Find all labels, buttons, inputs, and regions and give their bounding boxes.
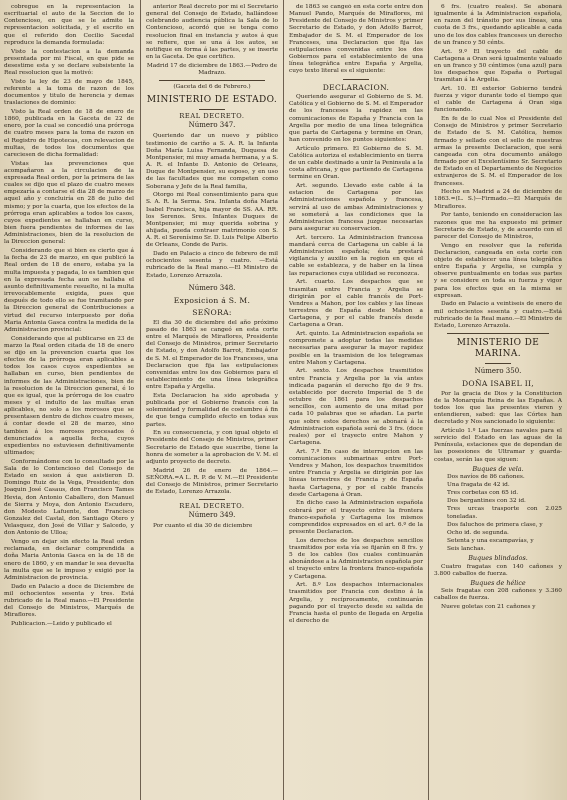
paragraph: Art. 7.º En caso de interrupcion en las comunicaciones submarinas entre Port-Vendres y Mahon, los despachos trasmitidos entre Francia y Argelia se dirigirán por las líneas terrestres de Francia y de España hasta Cartagena, y por el cable francés desde Cartagena á Oran. xyxy=(289,448,423,498)
column-rule xyxy=(283,0,284,800)
list-item: Nueve goletas con 21 cañones y xyxy=(441,603,536,610)
paragraph: cobregue en la representacion la escrituarial el auto de la Seccion de lo Contencioso, en que se le admite la representacion solicitada, y el escrito en que el referido don Cecilio Sacedal reproduce la demanda formulada: xyxy=(4,4,134,46)
paragraph: Por cuanto el dia 30 de diciembre xyxy=(153,523,253,530)
decree-title: REAL DECRETO. xyxy=(179,502,245,511)
paragraph: Dado en Palacio a cinco de febrero de mil ochocientos sesenta y cuatro. —Está rubricado de la Real mano.—El Ministro de Estado, Lorenzo Arrazola. xyxy=(146,251,278,279)
subsection-title: Buques de vela. xyxy=(472,464,524,473)
section-title: Exposicion á S. M. xyxy=(173,295,251,305)
decree-title: REAL DECRETO. xyxy=(179,112,245,121)
divider xyxy=(159,80,265,81)
declaration-heading: DECLARACION. xyxy=(322,82,390,92)
list-item: Setenta y una escampavías, y xyxy=(447,538,534,545)
paragraph: Publicacion.—Leido y publicado el xyxy=(11,621,112,628)
paragraph: En dicho caso la Administracion española cobrará por el trayecto entre la frontera franco-española y Cartagena los mismos comprendidos expresados en el art. 6.º de la presente Declaracion. xyxy=(289,500,423,536)
paragraph: Dado en Palacio a doce de Diciembre de mil ochocientos sesenta y tres. Está rubricado de la Real mano.—El Presidente del Consejo de Ministros, Marqués de Miraflores. xyxy=(4,583,134,619)
column-rule xyxy=(140,0,141,800)
list-item: Tres urcas trasporte con 2.025 toneladas. xyxy=(447,506,562,520)
list-item: Seis fragatas con 208 cañones y 3.360 caballos de fuerza. xyxy=(434,588,562,602)
list-item: Tres corbetas con 65 id. xyxy=(447,490,519,497)
fleet-list xyxy=(434,474,562,554)
paragraph: Art. quinto. La Administracion española se compromete a adoptar todas las medidas necesarias para asegurar la mayor rapidez posible en la trasmision de los telegramas entre Mahon y Cartagena. xyxy=(289,331,423,366)
paragraph: Visto la ley de 23 de mayo de 1845, referente a la toma de razon de los documentos y titulo de herencia y demas traslaciones de dominio: xyxy=(4,78,134,107)
paragraph: Vengo en resolver que la referida Declaracion, cangeada en esta corte con objeto de establecer una línea telegráfica entre España y Argelia, se cumpla y observe puntualmente en todas sus partes y se considere en toda su fuerza y vigor para los efectos que en la misma se expresan. xyxy=(434,242,562,299)
paragraph: Hecho en Madrid a 24 de diciembre de 1863.=(L. S.)—Firmado.—El Marqués de Miraflores. xyxy=(434,189,562,210)
list-item: Seis lanchas. xyxy=(447,546,486,553)
paragraph: Art. cuarto. Los despachos que se trasmitan entre Francia y Argelia se dirigirán por el cable francés de Port-Vendres a Mahon, por los cables y las líneas terrestres de España desde Mahon a Cartagena, y por el cable francés desde Cartagena a Oran. xyxy=(289,279,423,329)
paragraph: Artículo 1.º Las fuerzas navales para el servicio del Estado en las aguas de la Península, estaciones que de dependan de las posesiones de Ultramar y guarda-costas, serán las que siguen: xyxy=(434,427,562,463)
paragraph: Artículo primero. El Gobierno de S. M. Católica autoriza el establecimiento en tierra de un cable destinado a unir la Peninsula a la costa africana, y que partiendo de Cartagena termine en Oran. xyxy=(289,145,423,181)
list-item: Cuatro fragatas con 140 cañones y 3.800 caballos de fuerza. xyxy=(434,563,562,577)
paragraph: Considerando que si bien es cierto que á la fecha de 23 de marzo, en que publicó la Real orden de 18 de enero, estaba ya la multa impuesta y pagada, lo es tambien que en la expresada fecha aun se hallaba el asunto definitivamente resuelto, ni la multa irrevocablemente exigida, pues que después de todo ello se fue tramitando por la Direccion general de Contribuciones a virtud del recurso interpuesto por doña Maria Antonia Gasca contra la medida de la Administracion provincial: xyxy=(4,248,134,333)
divider xyxy=(199,109,225,110)
paragraph: En fe de lo cual Nos el Presidente del Consejo de Ministros y primer Secretario de Estado de S. M. Católica, hemos firmado y sellado con el sello de nuestras armas la presente Declaracion, que será cangeada con otra documento análogo firmado por el Excelentísimo Sr. Secretario de Estado en el Departamento de Negocios extranjeros de S. M. el Emperador de los franceses. xyxy=(434,116,562,187)
list-item: Ocho id. de segunda. xyxy=(447,529,509,536)
subsection-title: Buques blindados. xyxy=(468,554,528,563)
column-1 xyxy=(4,4,134,798)
paragraph: Art. tercero. La Administracion francesa mandará cerca de Cartagena un cable á la Administracion española; ésta prestará vigilancia y auxilio en la region en que el cable se establezca, y de haber en la línea las reparaciones cuya utilidad se reconozca. xyxy=(289,234,423,277)
column-4 xyxy=(434,4,562,798)
divider xyxy=(343,79,369,80)
divider xyxy=(447,333,549,334)
paragraph: anterior Real decreto por mí el Secretario general del Consejo de Estado, hallándose celebrando audiencia pública la Sala de lo Contencioso, acordó que se tenga como resolucion final en instancia y autos á que se refiere, que se una á los autos, se notifique en forma á las partes, y se inserte en la Gaceta. De que certifico. xyxy=(146,4,278,61)
decree-number: Número 349. xyxy=(188,511,236,520)
list-item: Dos bergantines con 32 id. xyxy=(447,498,526,505)
paragraph: Dado en Palacio a veintiseis de enero de mil ochocientos sesenta y cuatro.—Está rubricado de la Real mano.—El Ministro de Estado, Lorenzo Arrazola. xyxy=(434,301,562,329)
subsection-title: Buques de hélice xyxy=(470,578,526,587)
paragraph: Considerando que al publicarse en 23 de marzo la Real orden citada de 18 de enero se dijo en la prevencion cuarta que los efectos de la prórroga eran aplicables a todos los casos cuyos expedientes se hallaban en curso, bien pendientes de informes de las Administraciones, bien de la resolucion de la Direccion general, é lo que es igual, que la prórroga de los cuatro meses y el indulto de las multas eran aplicables, no solo a los morosos que se presentasen dentro de dichos cuatro meses, á contar desde el 28 de marzo, sino tambien á los morosos procesados ó denunciados a aquella fecha, cuyos expedientes no estuviesen definitivamente ultimados; xyxy=(4,335,134,457)
decree-number: Número 347. xyxy=(188,121,236,130)
paragraph: Art. 9.º El trayecto del cable de Cartagena a Oran será igualmente valuado en un franco y 50 céntimos (una azul) para los despachos que España o Portugal trasmitan á la Argelia. xyxy=(434,48,562,84)
column-2 xyxy=(146,4,278,798)
paragraph: Vistas las prevenciones que acompañaron a la circulacion de la expresada Real orden, por la primera de las cuales se dijo que el plazo de cuatro meses empezaría a contarse el dia 28 de marzo de aquel año y concluiría en 28 de julio del mismo; y por la cuarta, que los efectos de la prórroga eran aplicables a todos los casos, cuyos expedientes se hallaban en curso, bien fuera pendientes de informes de las Administraciones, bien de la resolucion de la Direccion general: xyxy=(4,160,134,246)
paragraph: Conformándome con lo consultado por la Sala de lo Contencioso del Consejo de Estado en sesion á que asistieron D. Domingo Ruiz de la Vega, Presidente; don Joaquin José Casaus, don Francisco Tames Hevia, don Antonio Caballero, don Manuel de Sierra y Moya, don Antonio Escudero, don Modesto Lafuente, don Francisco Gonzalez del Castal, don Santiago Otero y Velasquez, don José de Villar y Salcedo, y don Antonio de Ulloa; xyxy=(4,458,134,537)
paragraph: Los derechos de los despachos sencillos trasmitidos por esta vía se fijarán en 8 frs. y 5 de los cables (los cuales continuarán abonándose a la Administracion española por el trayecto entre la frontera franco-española y Cartagena. xyxy=(289,537,423,580)
ministry-heading: MINISTERIO DE ESTADO. xyxy=(146,95,278,106)
paragraph: Art. segundo. Llevado este cable á la estacion de Cartagena por las Administraciones española y francesa, servirá al uso de ambas Administraciones y se someterá a las condiciones que la Administracion francesa juzgue necesarias para asegurar su conservacion. xyxy=(289,183,423,233)
list-item: Dos faluchos de primera clase, y xyxy=(447,521,543,528)
paragraph: Queriendo asegurar el Gobierno de S. M. Católica y el Gobierno de S. M. el Emperador de los franceses la rapidez en las comunicaciones de España y Francia con la Argelia por medio de una línea telegráfica que parta de Cartagena y termine en Oran, han convenido en los puntos siguientes: xyxy=(289,94,423,143)
paragraph: de 1863 se cangeó en esta corte entre don Manuel Pando, Marqués de Miraflores, mi Presidente del Consejo de Ministros y primer Secretario de Estado, y don Adolfo Barrot, Embajador de S. M. el Emperador de los Franceses, una Declaracion que fija las estipulaciones convenidas entre los dos Gobiernos para el establecimiento de una línea telegráfica entre España y Argelia, cuyo texto literal es el siguiente: xyxy=(289,4,423,75)
column-3 xyxy=(289,4,423,798)
salutation: SEÑORA: xyxy=(192,308,232,318)
divider xyxy=(199,499,225,500)
decree-number: Número 350. xyxy=(474,367,522,376)
paragraph: Art. sexto. Los despachos trasmitidos entre Francia y Argelia por la vía antes indicada pagarán el derecho fijo de 9 frs. establecido por decreto Imperial de 5 de octubre de 1861 para los despachos sencillos, con aumento de una mitad por cada 10 palabras que se añadan. La parte que sobre estos derechos se abonará á la Administracion española será de 3 frs. (doce reales) por el trayecto entre Mahon y Cartagena. xyxy=(289,368,423,446)
queen-heading: DOÑA ISABEL II, xyxy=(461,379,535,389)
paragraph: Art. 10. El exterior Gobierno tendrá fuerza y vigor durante todo el tiempo que el cable de Cartagena á Oran siga funcionando. xyxy=(434,85,562,114)
gaceta-note: (Gaceta del 6 de Febrero.) xyxy=(173,84,251,91)
paragraph: Queriendo dar un nuevo y público testimonio de cariño a S. A. R. la Infanta Doña María Luisa Fernanda, Duquesa de Montpensier, mi muy amada hermana, y a S. A. R. el Infante D. Antonio de Orleans, Duque de Montpensier, su esposo, y en uso de las facultades que me competen como Soberana y Jefe de la Real familia, xyxy=(146,133,278,190)
paragraph: Art. 8.º Los despachos internacionales trasmitidos por Francia con destino á la Argelia, y recíprocamente, continuarán pagando por el trayecto desde su salida de Francia hasta el punto de llegada en Argelia el derecho de xyxy=(289,582,423,625)
paragraph: Visto la contestacion a la demanda presentada por mi Fiscal, en que pide se desestime esta y se declare subsistente la Real resolucion que la motivó: xyxy=(4,48,134,76)
paragraph: Esta Declaracion ha sido aprobada y publicada por el Gobierno francés con la solemnidad y formalidad de costumbre á fin de que tenga cumplido efecto en todas sus partes. xyxy=(146,392,278,428)
paragraph: Por tanto, teniendo en consideracion las razones que me ha expuesto mi primer Secretario de Estado, y de acuerdo con el parecer del Consejo de Ministros, xyxy=(434,212,562,240)
paragraph: Por la gracia de Dios y la Constitucion de la Monarquía Reina de las Españas. A todos los que las presentes vieren y entendieren, sabed: que las Córtes han decretado y Nos sancionado lo siguiente: xyxy=(434,390,562,426)
ministry-heading: MINISTERIO DE MARINA. xyxy=(456,338,540,360)
paragraph: Visto la Real orden de 18 de enero de 1860, publicada en la Gaceta de 22 de enero, por la cual se concedió una prórroga de cuatro meses para la toma de razon en el Registro de Hipotecas, con relevacion de multas, de todos los documentos que careciesen de dicha formalidad: xyxy=(4,108,134,158)
paragraph: 6 frs. (cuatro reales). Se abonará igualmente á la Administracion española, en razon del tránsito por sus líneas, una cuota de 3 frs., quedando aplicable a cada uno de los dos cables franceses un derecho de un franco y 50 cénts. xyxy=(434,4,562,46)
list-item: Dos navíos de 86 cañones. xyxy=(447,473,525,480)
paragraph: Vengo en dejar sin efecto la Real orden reclamada, en declarar comprendida a doña Maria Antonia Gasca en la de 18 de enero de 1860, y en mandar le sea devuelta la multa que se le impuso y exigió por la Administracion de provincia. xyxy=(4,539,134,581)
paragraph: El dia 30 de diciembre del año próximo pasado de 1863 se cangeó en esta corte entre el Marqués de Miraflores, Presidente del Consejo de Ministros, primer Secretario de Estado, y don Adolfo Barrot, Embajador de S. M. el Emperador de los Franceses, una Declaracion que fija las estipulaciones convenidas entre los dos Gobiernos para el establecimiento de una línea telegráfica entre España y Argelia. xyxy=(146,319,278,391)
signature-date: Madrid 17 de diciembre de 1863.—Pedro de Madrazo. xyxy=(146,62,278,76)
paragraph: En su consecuencia, y con igual objeto el Presidente del Consejo de Ministros, primer Secretario de Estado que suscribe, tiene la honra de someter a la aprobacion de V. M. el adjunto proyecto de decreto. xyxy=(146,430,278,465)
paragraph: Madrid 26 de enero de 1864.—SEÑORA.=A L. R. P. de V. M.—El Presidente del Consejo de Ministros, primer Secretario de Estado, Lorenzo Arrazola. xyxy=(146,467,278,496)
section-number: Número 348. xyxy=(188,283,236,292)
divider xyxy=(485,363,511,364)
list-item: Una fragata de 42 id. xyxy=(447,482,510,488)
column-rule xyxy=(428,0,429,800)
paragraph: Otorgo mi Real consentimiento para que S. A. R. la Serma. Sra. Infanta doña Maria Isabel Francisca, hija mayor de SS. AA. RR. los Serenos. Sres. Infantes Duques de Montpensier, mi muy querida sobrina y ahijada, pueda contraer matrimonio con S. A. R. el Serenísimo Sr. D. Luis Felipe Alberto de Orleans, Conde de Paris. xyxy=(146,192,278,249)
